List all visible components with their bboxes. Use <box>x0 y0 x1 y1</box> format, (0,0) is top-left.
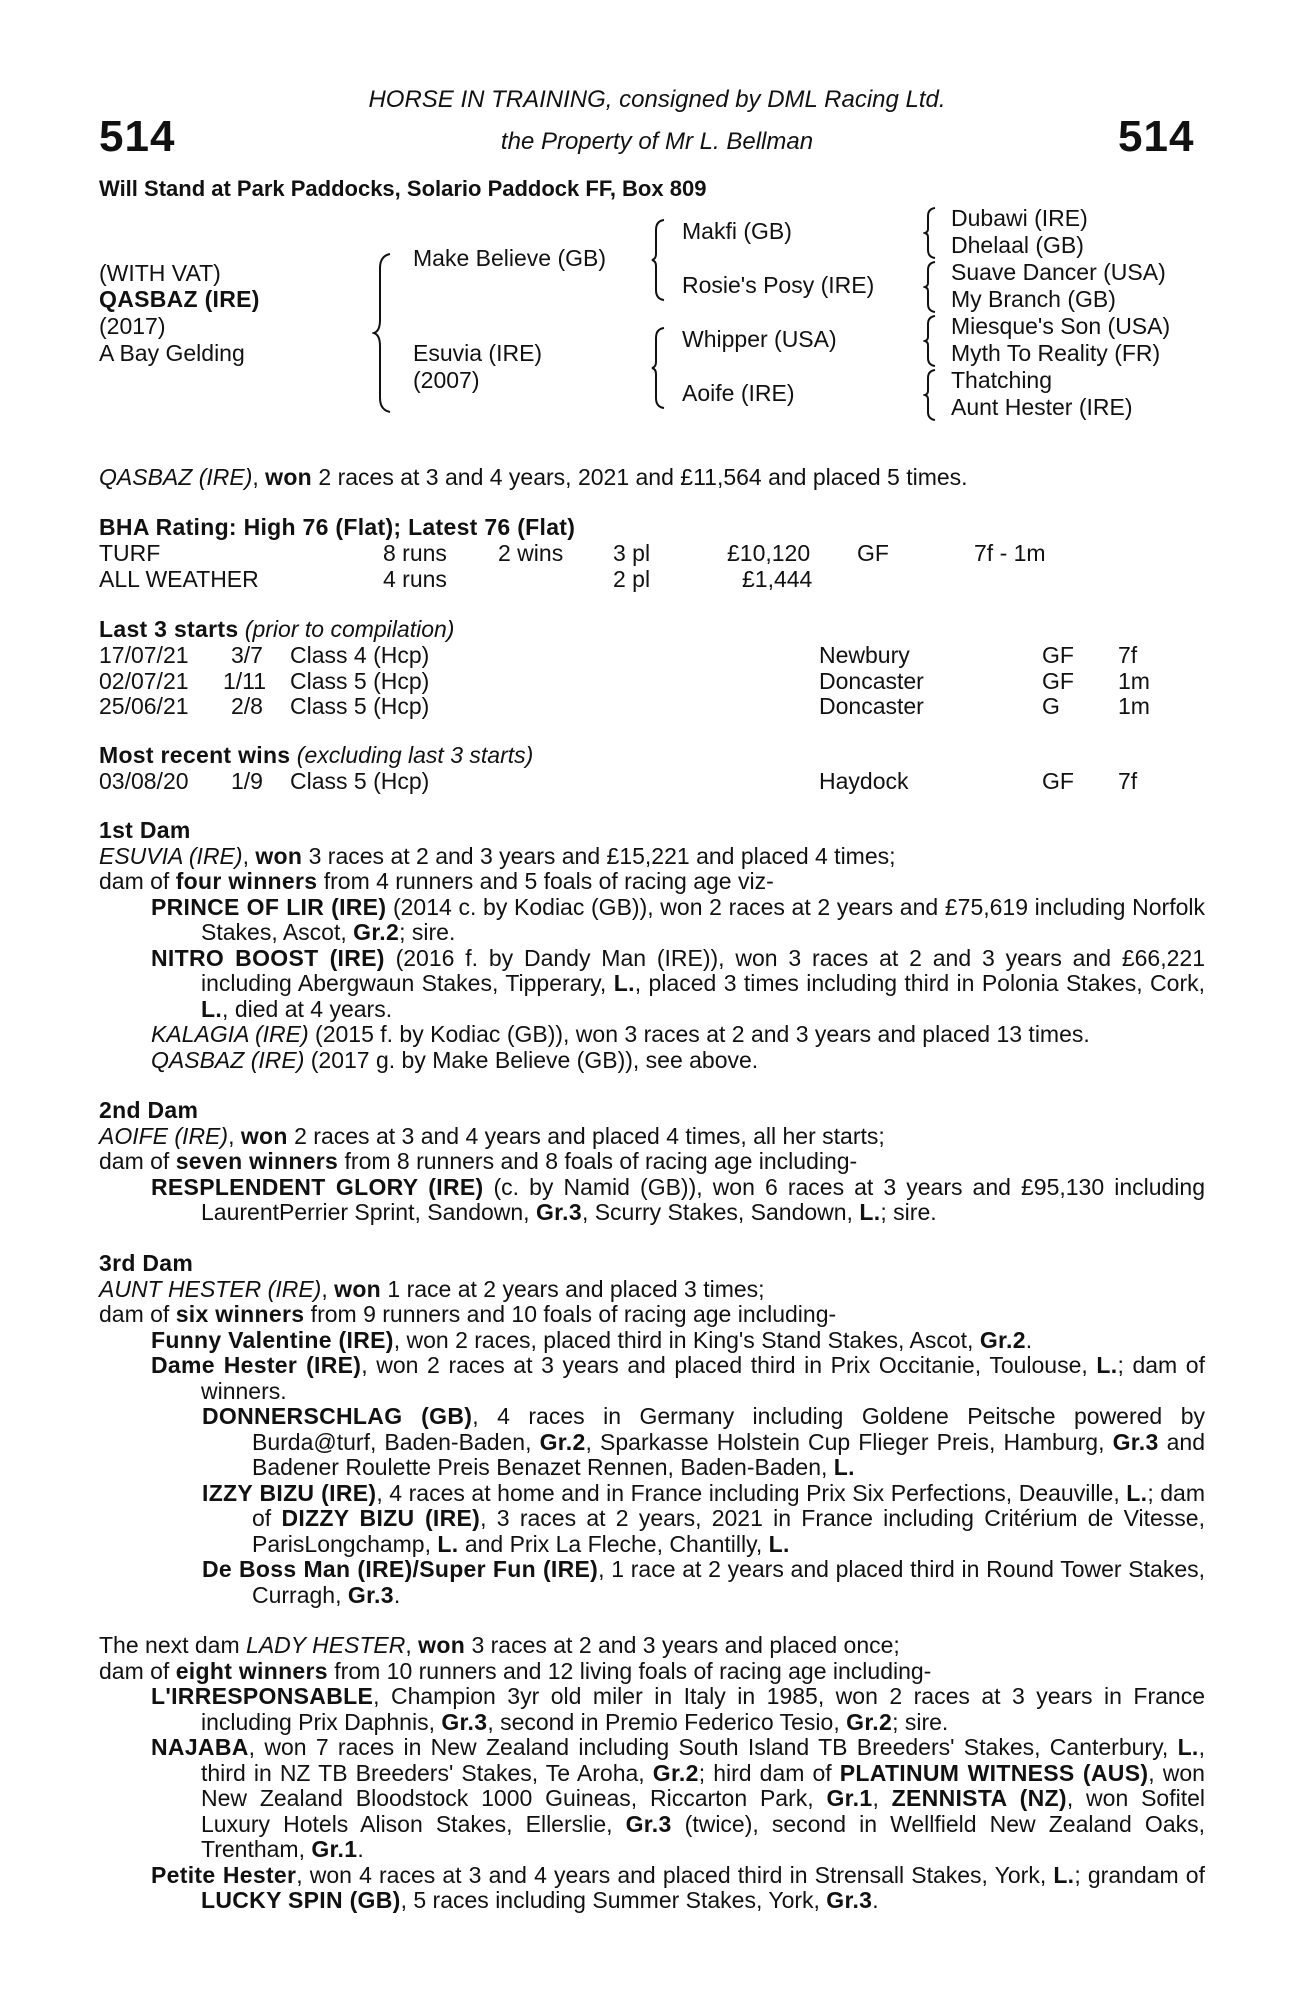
text: ; sire. <box>880 1199 937 1225</box>
first-dam-title: 1st Dam <box>99 817 191 843</box>
text: . <box>1025 1326 1033 1353</box>
text: dam of <box>99 1657 176 1684</box>
rating-placed: 3 pl <box>613 540 651 566</box>
text: , second in Premio Federico Tesio, <box>487 1708 847 1735</box>
rating-wins: 2 wins <box>498 540 564 566</box>
first-dam-produce-line <box>99 869 1205 895</box>
grade: L. <box>1126 1479 1148 1506</box>
granddam-1: Rosie's Posy (IRE) <box>682 272 875 298</box>
vat-note: (WITH VAT) <box>99 260 221 286</box>
start-course: Doncaster <box>819 693 924 719</box>
horse-description: A Bay Gelding <box>99 340 245 366</box>
third-dam-section <box>99 1251 1205 1608</box>
second-dam-title: 2nd Dam <box>99 1097 199 1123</box>
produce-name: PRINCE OF LIR (IRE) <box>151 893 387 920</box>
text: , won 4 races at 3 and 4 years and placed third in Strensall Stakes, York, <box>296 1861 1054 1888</box>
produce-name: De Boss Man (IRE)/Super Fun (IRE) <box>202 1556 599 1582</box>
winners-count: four winners <box>175 868 318 894</box>
recent-wins-table <box>99 768 1199 794</box>
grade: Gr.3 <box>441 1708 488 1735</box>
recent-wins-note: (excluding last 3 starts) <box>290 742 534 768</box>
text: , placed 3 times including third in Polonia Stakes, Cork, <box>634 970 1206 996</box>
text: from 10 runners and 12 living foals of racing age including- <box>327 1657 932 1684</box>
rating-runs: 8 runs <box>383 540 447 566</box>
summary-text: 2 races at 3 and 4 years, 2021 and £11,564 and placed 5 times. <box>312 464 968 490</box>
produce-name: IZZY BIZU (IRE) <box>202 1479 377 1506</box>
pedigree-brace-sire <box>650 218 666 302</box>
produce-entry <box>151 1048 1205 1074</box>
rating-row-aw <box>99 566 1199 592</box>
produce-name: PLATINUM WITNESS (AUS) <box>839 1759 1149 1786</box>
race-summary: QASBAZ (IRE), won 2 races at 3 and 4 years, 2021 and £11,564 and placed 5 times. <box>99 464 968 490</box>
text: , 1 race at 2 years and placed third in Round Tower Stakes, Curragh, <box>252 1556 1205 1608</box>
start-going: GF <box>1042 667 1074 694</box>
produce-entry <box>202 1557 1205 1608</box>
next-dam-line <box>99 1633 1205 1659</box>
grade: Gr.2 <box>979 1326 1026 1353</box>
text: (2017 g. by Make Believe (GB)), see above. <box>304 1046 759 1073</box>
text: , Sparkasse Holstein Cup Flieger Preis, Hamburg, <box>585 1428 1113 1455</box>
next-dam-produce-line <box>99 1659 1205 1685</box>
produce-name: DIZZY BIZU (IRE) <box>281 1505 481 1531</box>
text: dam of <box>99 868 176 894</box>
win-date: 03/08/20 <box>99 768 189 794</box>
produce-name: NAJABA <box>151 1734 249 1760</box>
pedigree-brace-main <box>372 252 394 414</box>
won-text: won <box>334 1275 382 1302</box>
text: (2016 f. by Dandy Man (IRE)), won 3 races at 2 and 3 years and £66,221 including Abergwaun Stakes, Tipperary, <box>201 944 1205 996</box>
produce-entry <box>151 1353 1205 1404</box>
text: , won 7 races in New Zealand including South Island TB Breeders' Stakes, Canterbury, <box>248 1734 1178 1760</box>
start-class: Class 4 (Hcp) <box>290 642 430 668</box>
last-starts-note: (prior to compilation) <box>238 616 455 642</box>
grade: L. <box>1053 1861 1075 1888</box>
dam-name-text: ESUVIA (IRE) <box>99 842 243 869</box>
produce-name: QASBAZ (IRE) <box>151 1046 305 1073</box>
grandsire-2: Whipper (USA) <box>682 326 837 352</box>
dam-name-text: LADY HESTER <box>246 1632 406 1658</box>
start-distance: 7f <box>1118 642 1138 668</box>
start-going: G <box>1042 693 1060 719</box>
text: from 9 runners and 10 foals of racing age including- <box>304 1301 837 1327</box>
rating-table <box>99 540 1199 591</box>
text: , 3 races at 2 years, 2021 in France including Critérium de Vitesse, ParisLongchamp, <box>252 1505 1205 1557</box>
pedigree-brace-dam <box>650 326 666 410</box>
start-course: Newbury <box>819 642 910 668</box>
grade: L. <box>1177 1734 1199 1760</box>
produce-entry <box>151 1735 1205 1863</box>
win-position: 1/9 <box>231 768 263 794</box>
dam-year: (2007) <box>413 367 480 393</box>
grade: Gr.3 <box>625 1810 672 1837</box>
text: . <box>393 1581 401 1608</box>
last-starts-label: Last 3 starts <box>99 616 239 642</box>
start-row <box>99 642 1199 668</box>
grade: L. <box>768 1530 790 1557</box>
start-date: 02/07/21 <box>99 667 189 694</box>
start-row <box>99 668 1199 694</box>
horse-year: (2017) <box>99 313 166 339</box>
rating-surface: ALL WEATHER <box>99 565 259 592</box>
produce-entry <box>151 895 1205 946</box>
start-position: 3/7 <box>231 642 263 668</box>
text: from 8 runners and 8 foals of racing age including- <box>338 1148 858 1174</box>
text: . <box>872 1887 879 1913</box>
great-grandparent-1: Dubawi (IRE) <box>951 205 1088 231</box>
produce-name: Funny Valentine (IRE) <box>151 1326 394 1353</box>
rating-placed: 2 pl <box>613 565 651 592</box>
grandsire-1: Makfi (GB) <box>682 218 792 244</box>
text: , 5 races including Summer Stakes, York, <box>400 1887 827 1913</box>
consignor-line: HORSE IN TRAINING, consigned by DML Racing Ltd. <box>368 86 946 113</box>
text: ; sire. <box>399 919 456 945</box>
winners-count: seven winners <box>175 1148 339 1174</box>
win-distance: 7f <box>1118 768 1138 794</box>
next-dam-section <box>99 1633 1205 1914</box>
text: , won 2 races at 3 years and placed third in Prix Occitanie, Toulouse, <box>361 1352 1097 1378</box>
grade: Gr.2 <box>652 1759 699 1786</box>
text: ; dam of winners. <box>201 1352 1205 1404</box>
recent-win-row <box>99 768 1199 794</box>
dam-name-text: AOIFE (IRE) <box>99 1122 229 1149</box>
produce-name: Petite Hester <box>151 1861 297 1888</box>
dam-name-text: AUNT HESTER (IRE) <box>99 1275 322 1302</box>
lot-number-left: 514 <box>99 112 176 161</box>
great-grandparent-6: Myth To Reality (FR) <box>951 340 1161 366</box>
text: (twice), second in Wellfield New Zealand Oaks, Trentham, <box>201 1810 1205 1862</box>
produce-entry <box>202 1404 1205 1481</box>
rating-prize: £10,120 <box>727 540 811 566</box>
recent-wins-label: Most recent wins <box>99 742 291 768</box>
rating-row-turf <box>99 540 1199 566</box>
rating-surface: TURF <box>99 540 161 566</box>
start-going: GF <box>1042 642 1074 668</box>
start-course: Doncaster <box>819 667 924 694</box>
won-text: won <box>418 1632 466 1658</box>
recent-wins-title <box>99 743 533 769</box>
text: ; hird dam of <box>698 1759 840 1786</box>
produce-name: LUCKY SPIN (GB) <box>201 1887 401 1913</box>
text: . <box>357 1836 364 1862</box>
start-distance: 1m <box>1118 693 1150 719</box>
text: (2015 f. by Kodiac (GB)), won 3 races at 2 and 3 years and placed 13 times. <box>308 1021 1090 1047</box>
grade: L. <box>201 995 223 1022</box>
property-line: the Property of Mr L. Bellman <box>500 128 814 155</box>
rating-prize: £1,444 <box>742 565 813 592</box>
text: , won New Zealand Bloodstock 1000 Guineas, Riccarton Park, <box>201 1759 1205 1811</box>
rating-going: GF <box>857 540 889 566</box>
grade: L. <box>833 1454 855 1480</box>
text: ; sire. <box>892 1708 949 1735</box>
last-starts-table <box>99 642 1199 719</box>
great-grandparent-2: Dhelaal (GB) <box>951 232 1084 258</box>
summary-horse-name: QASBAZ (IRE) <box>99 464 253 490</box>
text: , third in NZ TB Breeders' Stakes, Te Aroha, <box>201 1734 1205 1786</box>
third-dam-line: AUNT HESTER (IRE), won 1 race at 2 years and placed 3 times; <box>99 1275 765 1302</box>
produce-entry <box>151 1684 1205 1735</box>
great-grandparent-5: Miesque's Son (USA) <box>951 313 1171 339</box>
winners-count: eight winners <box>175 1657 328 1684</box>
start-class: Class 5 (Hcp) <box>290 693 430 719</box>
granddam-2: Aoife (IRE) <box>682 380 795 406</box>
sire-name: Make Believe (GB) <box>413 245 607 271</box>
stand-line: Will Stand at Park Paddocks, Solario Paddock FF, Box 809 <box>99 176 707 201</box>
pedigree-brace-ggs1 <box>923 206 937 260</box>
text: and Badener Roulette Preis Benazet Rennen, Baden-Baden, <box>252 1428 1206 1480</box>
grade: Gr.3 <box>347 1581 394 1608</box>
text: , Champion 3yr old miler in Italy in 1985, won 2 races at 3 years in France including Prix Daphnis, <box>201 1683 1205 1735</box>
text: , <box>405 1632 419 1658</box>
win-course: Haydock <box>819 768 909 794</box>
start-position: 1/11 <box>223 667 267 694</box>
dam-record: 2 races at 3 and 4 years and placed 4 times, all her starts; <box>287 1122 885 1149</box>
start-row <box>99 693 1199 719</box>
grade: Gr.3 <box>1112 1428 1159 1455</box>
great-grandparent-7: Thatching <box>951 367 1053 393</box>
rating-distance: 7f - 1m <box>974 540 1046 566</box>
start-distance: 1m <box>1118 667 1150 694</box>
second-dam-produce-line <box>99 1149 1205 1175</box>
rating-runs: 4 runs <box>383 565 447 592</box>
dam-record: 3 races at 2 and 3 years and placed once; <box>465 1632 900 1658</box>
text: , died at 4 years. <box>222 995 393 1022</box>
start-date: 25/06/21 <box>99 693 189 719</box>
text: , Scurry Stakes, Sandown, <box>581 1199 860 1225</box>
text: , won 2 races, placed third in King's Stand Stakes, Ascot, <box>393 1326 980 1353</box>
produce-entry <box>202 1481 1205 1558</box>
grade: Gr.3 <box>535 1199 582 1225</box>
summary-won: won <box>265 464 313 490</box>
first-dam-line: ESUVIA (IRE), won 3 races at 2 and 3 years and £15,221 and placed 4 times; <box>99 842 896 869</box>
produce-name: ZENNISTA (NZ) <box>891 1785 1067 1811</box>
pedigree-brace-ggs4 <box>923 368 937 422</box>
third-dam-title: 3rd Dam <box>99 1250 194 1276</box>
text: dam of <box>99 1148 176 1174</box>
grade: Gr.2 <box>353 919 400 945</box>
great-grandparent-4: My Branch (GB) <box>951 286 1116 312</box>
win-class: Class 5 (Hcp) <box>290 768 430 794</box>
won-text: won <box>240 1122 288 1149</box>
second-dam-line: AOIFE (IRE), won 2 races at 3 and 4 years and placed 4 times, all her starts; <box>99 1122 885 1149</box>
start-class: Class 5 (Hcp) <box>290 667 430 694</box>
text: dam of <box>99 1301 176 1327</box>
text: , 4 races at home and in France including Prix Six Perfections, Deauville, <box>376 1479 1127 1506</box>
start-date: 17/07/21 <box>99 642 189 668</box>
dam-record: 3 races at 2 and 3 years and £15,221 and placed 4 times; <box>302 842 896 869</box>
text: The next dam <box>99 1632 247 1658</box>
text: ; grandam of <box>1074 1861 1205 1888</box>
produce-entry <box>151 1328 1205 1354</box>
grade: Gr.1 <box>311 1836 358 1862</box>
produce-entry <box>151 1022 1205 1048</box>
text: (2014 c. by Kodiac (GB)), won 2 races at 2 years and £75,619 including Norfolk Stakes, Ascot, <box>201 893 1205 945</box>
grade: Gr.1 <box>826 1785 873 1811</box>
text: ; dam of <box>252 1479 1206 1531</box>
produce-name: L'IRRESPONSABLE <box>151 1683 374 1709</box>
produce-entry <box>151 1863 1205 1914</box>
grade: Gr.3 <box>826 1887 873 1913</box>
great-grandparent-8: Aunt Hester (IRE) <box>951 394 1133 420</box>
bha-rating-title: BHA Rating: High 76 (Flat); Latest 76 (Flat) <box>99 514 576 540</box>
won-text: won <box>255 842 303 869</box>
dam-name: Esuvia (IRE) <box>413 340 543 366</box>
text: , won Sofitel Luxury Hotels Alison Stakes, Ellerslie, <box>201 1785 1205 1837</box>
produce-name: DONNERSCHLAG (GB) <box>202 1403 473 1429</box>
start-position: 2/8 <box>231 693 263 719</box>
grade: Gr.2 <box>846 1708 893 1735</box>
text: , <box>872 1785 892 1811</box>
grade: L. <box>1096 1352 1118 1378</box>
produce-name: KALAGIA (IRE) <box>151 1021 309 1047</box>
last-starts-title <box>99 617 454 643</box>
third-dam-produce-line <box>99 1302 1205 1328</box>
produce-entry <box>151 946 1205 1023</box>
text: (c. by Namid (GB)), won 6 races at 3 years and £95,130 including LaurentPerrier Sprint, Sandown, <box>201 1173 1205 1225</box>
winners-count: six winners <box>175 1301 305 1327</box>
grade: L. <box>437 1530 459 1557</box>
produce-entry <box>151 1175 1205 1226</box>
text: , 4 races in Germany including Goldene Peitsche powered by Burda@turf, Baden-Baden, <box>252 1403 1206 1455</box>
text: from 4 runners and 5 foals of racing age viz- <box>317 868 774 894</box>
dam-record: 1 race at 2 years and placed 3 times; <box>381 1275 765 1302</box>
grade: L. <box>859 1199 881 1225</box>
grade: L. <box>613 970 635 996</box>
pedigree-brace-ggs2 <box>923 260 937 314</box>
win-going: GF <box>1042 768 1074 794</box>
pedigree-brace-ggs3 <box>923 314 937 368</box>
produce-name: NITRO BOOST (IRE) <box>151 944 385 971</box>
text: and Prix La Fleche, Chantilly, <box>458 1530 769 1557</box>
grade: Gr.2 <box>539 1428 586 1455</box>
first-dam-section <box>99 818 1205 1073</box>
great-grandparent-3: Suave Dancer (USA) <box>951 259 1166 285</box>
produce-name: RESPLENDENT GLORY (IRE) <box>151 1173 484 1200</box>
lot-number-right: 514 <box>1118 112 1195 161</box>
second-dam-section <box>99 1098 1205 1226</box>
horse-name: QASBAZ (IRE) <box>99 286 260 312</box>
produce-name: Dame Hester (IRE) <box>151 1352 362 1378</box>
